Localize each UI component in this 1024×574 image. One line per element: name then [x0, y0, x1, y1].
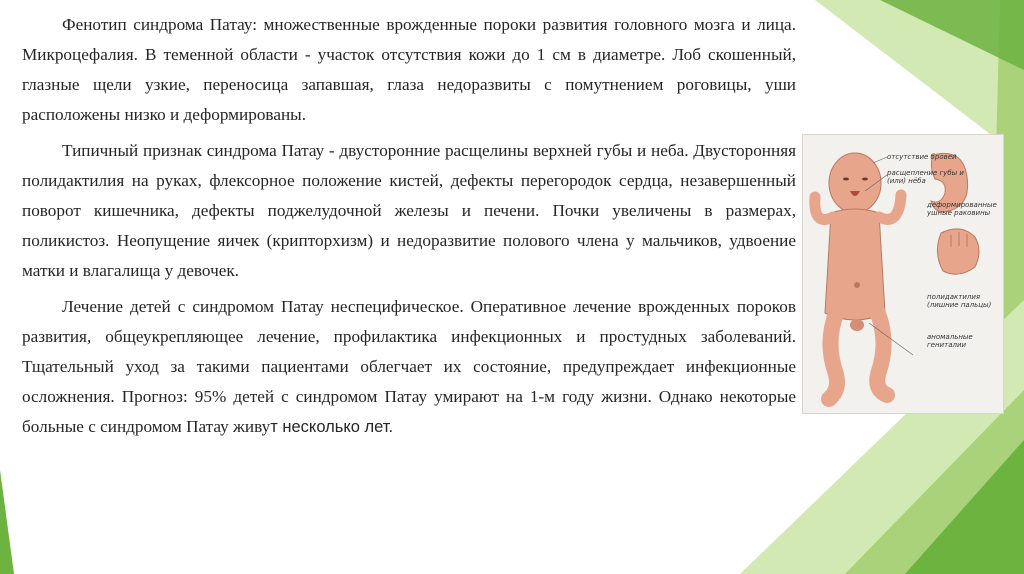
treatment-text: Лечение детей с синдромом Патау неспецифическое. Оперативное лечение врожденных пороков развития, общеукрепляющее лечение, профилактика инфекционных и простудных заболеваний. Тщательный уход за такими пациентами облегчает их состояние, предупреждает инфекционные осложнения. Прогноз: 95% детей с синдромом Патау умирают на 1-м году жизни. Однако некоторые больные с синдромом Патау живу: [22, 297, 796, 436]
treatment-text-tail: т несколько лет.: [270, 418, 394, 436]
main-text: [22, 10, 796, 448]
label-deformed-ears: деформированные ушные раковины: [927, 201, 997, 217]
label-abnormal-genitals: аномальные гениталии: [927, 333, 973, 349]
label-polydactyly: полидактилия (лишние пальцы): [927, 293, 992, 309]
paragraph-phenotype: Фенотип синдрома Патау: множественные врожденные пороки развития головного мозга и лица. Микроцефалия. В теменной области - участок отсутствия кожи до 1 см в диаметре. Лоб скошенный, глазные щели узкие, переносица запавшая, глаза недоразвиты с помутнением роговицы, уши расположены низко и деформированы.: [22, 15, 796, 124]
patau-syndrome-illustration: [802, 134, 1004, 414]
paragraph-treatment: [22, 292, 796, 442]
left-green-sliver: [0, 470, 14, 574]
label-cleft-lip-palate: расщепление губы и (или) нёба: [887, 169, 964, 185]
paragraph-typical-signs: Типичный признак синдрома Патау - двусторонние расщелины верхней губы и неба. Двусторонняя полидактилия на руках, флексорное положение кистей, дефекты перегородок сердца, незавершенный поворот кишечника, дефекты поджелудочной железы и печени. Почки увеличены в размерах, поликистоз. Неопущение яичек (крипторхизм) и недоразвитие полового члена у мальчиков, удвоение матки и влагалища у девочек.: [22, 141, 796, 280]
label-absent-brows: отсутствие бровей: [887, 153, 957, 161]
